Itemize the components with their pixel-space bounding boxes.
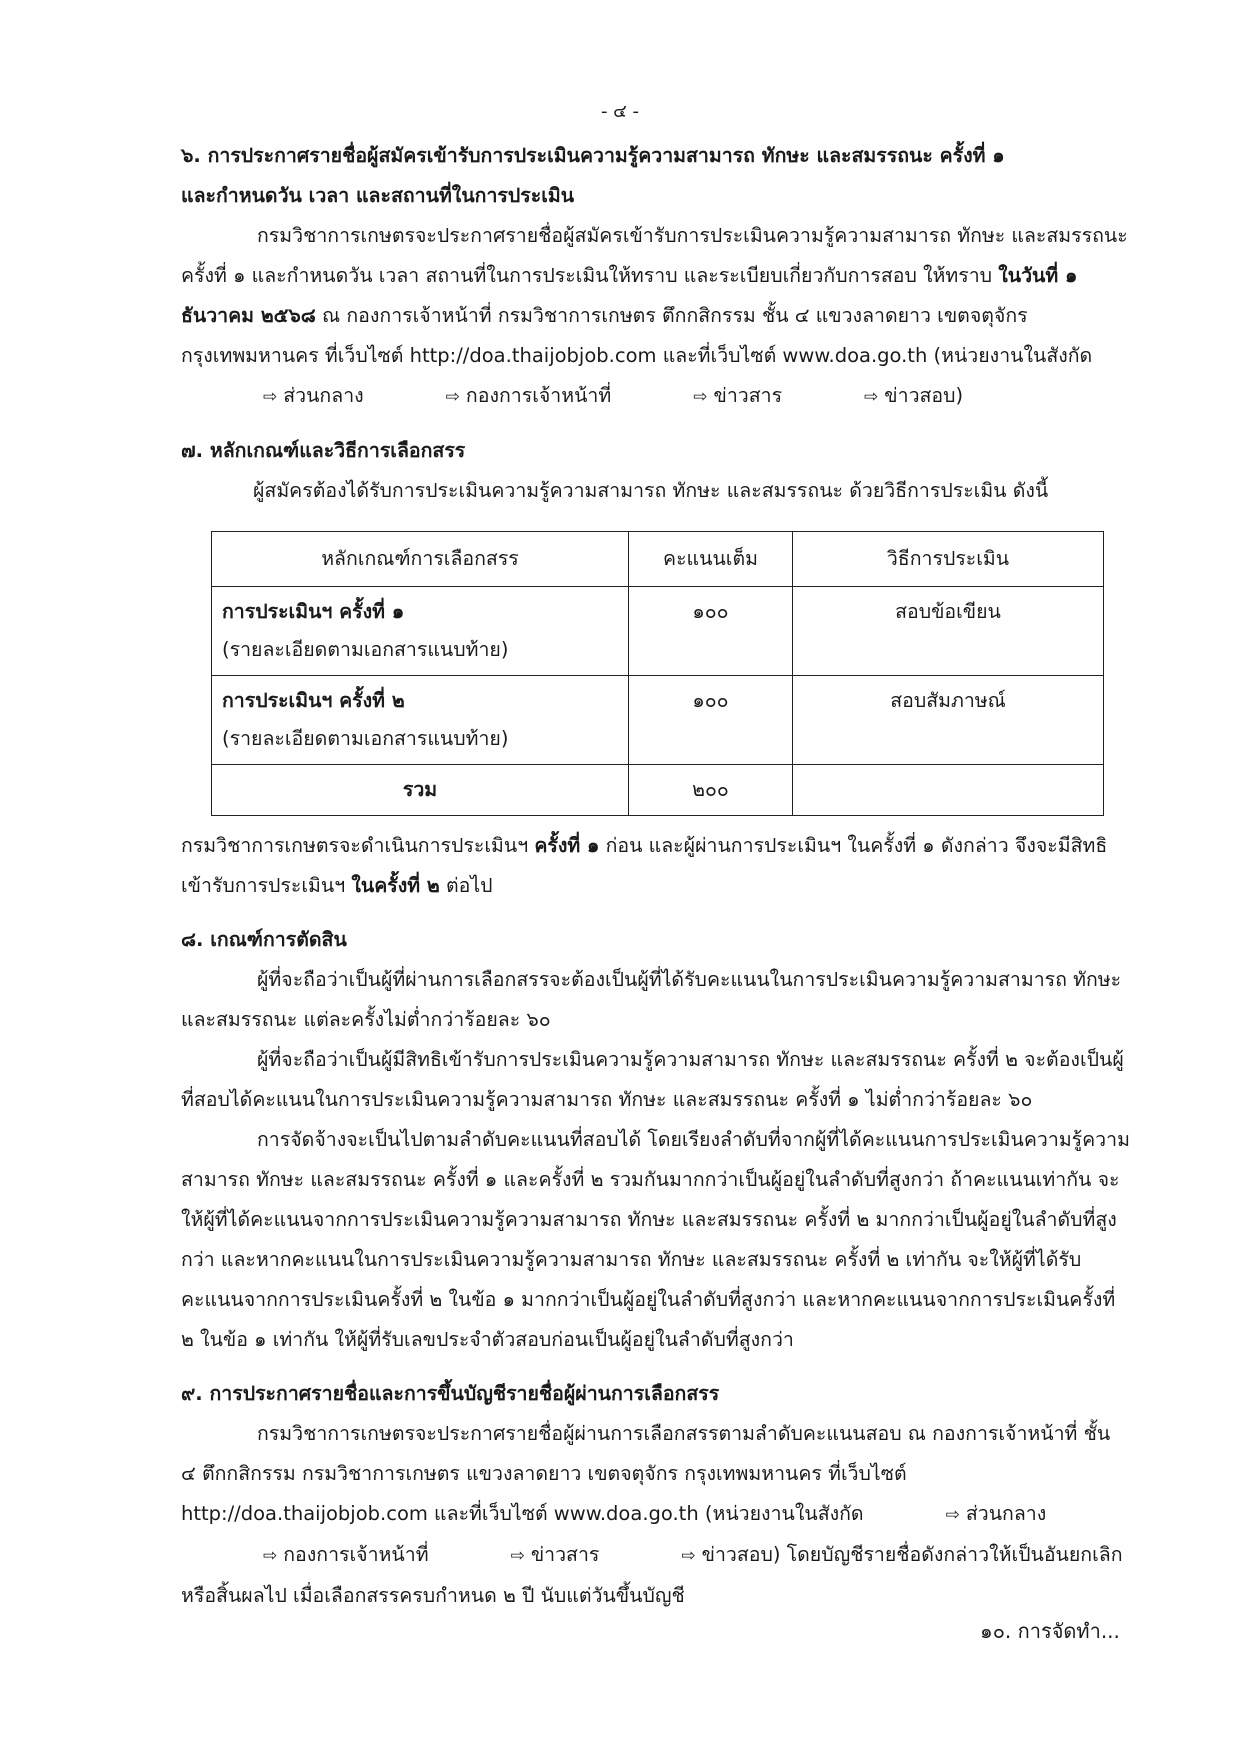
criteria-name: การประเมินฯ ครั้งที่ ๒	[222, 689, 405, 712]
arrow-right-icon: ⇨	[945, 1505, 960, 1525]
section-8-paragraph-3: การจัดจ้างจะเป็นไปตามลำดับคะแนนที่สอบได้ โดยเรียงลำดับที่จากผู้ที่ได้คะแนนการประเมินความรู้ความสามารถ ทักษะ และสมรรถนะ ครั้งที่ ๑ และครั้งที่ ๒ รวมกันมากกว่าเป็นผู้อยู่ในลำดับที่สูงกว่า ถ้าคะแนนเท่ากัน จะให้ผู้ที่ได้คะแนนจากการประเมินความรู้ความสามารถ ทักษะ และสมรรถนะ ครั้งที่ ๒ มากกว่าเป็นผู้อยู่ในลำดับที่สูงกว่า และหากคะแนนในการประเมินความรู้ความสามารถ ทักษะ และสมรรถนะ ครั้งที่ ๒ เท่ากัน จะให้ผู้ที่ได้รับคะแนนจากการประเมินครั้งที่ ๒ ในข้อ ๑ มากกว่าเป็นผู้อยู่ในลำดับที่สูงกว่า และหากคะแนนจากการประเมินครั้งที่ ๒ ในข้อ ๑ เท่ากัน ให้ผู้ที่รับเลขประจำตัวสอบก่อนเป็นผู้อยู่ในลำดับที่สูงกว่า	[181, 1128, 1130, 1351]
section-8-paragraph-2: ผู้ที่จะถือว่าเป็นผู้มีสิทธิเข้ารับการประเมินความรู้ความสามารถ ทักษะ และสมรรถนะ ครั้งที่ ๒ จะต้องเป็นผู้ที่สอบได้คะแนนในการประเมินความรู้ความสามารถ ทักษะ และสมรรถนะ ครั้งที่ ๑ ไม่ต่ำกว่าร้อยละ ๖๐	[181, 1048, 1124, 1111]
total-value: ๒๐๐	[629, 765, 793, 816]
table-header: วิธีการประเมิน	[793, 532, 1104, 587]
table-cell: ๑๐๐	[629, 676, 793, 765]
section-7-after	[181, 826, 1131, 906]
table-header-row	[212, 532, 1104, 587]
total-label: รวม	[212, 765, 629, 816]
table-cell	[212, 587, 629, 676]
section-9-nav-3: ข่าวสาร	[530, 1543, 600, 1566]
section-7-title: ๗. หลักเกณฑ์และวิธีการเลือกสรร	[181, 439, 466, 462]
section-7-after-c: ก่อน และผู้ผ่านการประเมินฯ ในครั้งที่ ๑ ดังกล่าว จึงจะมีสิทธิเข้ารับการประเมินฯ	[181, 834, 1108, 897]
section-6-paragraph	[181, 216, 1131, 417]
section-9-title: ๙. การประกาศรายชื่อและการขึ้นบัญชีรายชื่อผู้ผ่านการเลือกสรร	[181, 1382, 720, 1405]
section-8-title: ๘. เกณฑ์การตัดสิน	[181, 928, 347, 951]
arrow-right-icon: ⇨	[263, 387, 278, 407]
criteria-note: (รายละเอียดตามเอกสารแนบท้าย)	[222, 638, 509, 661]
arrow-right-icon: ⇨	[510, 1546, 525, 1566]
section-8-paragraph-1: ผู้ที่จะถือว่าเป็นผู้ที่ผ่านการเลือกสรรจะต้องเป็นผู้ที่ได้รับคะแนนในการประเมินความรู้ความสามารถ ทักษะ และสมรรถนะ แต่ละครั้งไม่ต่ำกว่าร้อยละ ๖๐	[181, 968, 1122, 1031]
section-7-after-bold-2: ในครั้งที่ ๒	[351, 874, 440, 897]
section-6-title-line2: และกำหนดวัน เวลา และสถานที่ในการประเมิน	[181, 184, 575, 207]
section-6-text-b: ณ กองการเจ้าหน้าที่ กรมวิชาการเกษตร ตึกกสิกรรม ชั้น ๔ แขวงลาดยาว เขตจตุจักร กรุงเทพมหานคร ที่เว็บไซต์ http://doa.thaijobjob.com และที่เว็บไซต์ www.doa.go.th (หน่วยงานในสังกัด	[181, 304, 1093, 367]
arrow-right-icon: ⇨	[864, 387, 879, 407]
section-6-text-a: กรมวิชาการเกษตรจะประกาศรายชื่อผู้สมัครเข้ารับการประเมินความรู้ความสามารถ ทักษะ และสมรรถนะ ครั้งที่ ๑ และกำหนดวัน เวลา สถานที่ในการประเมินให้ทราบ และระเบียบเกี่ยวกับการสอบ ให้ทราบ	[181, 224, 1128, 287]
criteria-note: (รายละเอียดตามเอกสารแนบท้าย)	[222, 727, 509, 750]
section-7	[181, 431, 1131, 906]
section-9-nav-1: ส่วนกลาง	[965, 1502, 1047, 1525]
section-6-title-line1: ๖. การประกาศรายชื่อผู้สมัครเข้ารับการประเมินความรู้ความสามารถ ทักษะ และสมรรถนะ ครั้งที่ ๑	[181, 144, 1005, 167]
table-cell: สอบข้อเขียน	[793, 587, 1104, 676]
section-7-after-a: กรมวิชาการเกษตรจะดำเนินการประเมินฯ	[181, 834, 535, 857]
section-9-text-a: กรมวิชาการเกษตรจะประกาศรายชื่อผู้ผ่านการเลือกสรรตามลำดับคะแนนสอบ ณ กองการเจ้าหน้าที่ ชั้น ๔ ตึกกสิกรรม กรมวิชาการเกษตร แขวงลาดยาว เขตจตุจักร กรุงเทพมหานคร ที่เว็บไซต์ http://doa.thaijobjob.com และที่เว็บไซต์ www.doa.go.th (หน่วยงานในสังกัด	[181, 1422, 1111, 1525]
section-6	[181, 136, 1131, 417]
section-7-after-bold-1: ครั้งที่ ๑	[534, 834, 600, 857]
section-6-nav-2: กองการเจ้าหน้าที่	[465, 384, 612, 407]
table-header: คะแนนเต็ม	[629, 532, 793, 587]
section-6-date: ในวันที่ ๑ ธันวาคม ๒๕๖๘	[181, 264, 1078, 327]
arrow-right-icon: ⇨	[693, 387, 708, 407]
document-body	[181, 136, 1131, 1616]
table-row	[212, 676, 1104, 765]
criteria-name: การประเมินฯ ครั้งที่ ๑	[222, 600, 405, 623]
table-total-row	[212, 765, 1104, 816]
table-cell: ๑๐๐	[629, 587, 793, 676]
table-cell: สอบสัมภาษณ์	[793, 676, 1104, 765]
criteria-table	[211, 531, 1104, 816]
arrow-right-icon: ⇨	[681, 1546, 696, 1566]
section-9-paragraph	[181, 1414, 1131, 1616]
section-9	[181, 1374, 1131, 1616]
section-9-nav-2: กองการเจ้าหน้าที่	[283, 1543, 429, 1566]
section-6-nav-3: ข่าวสาร	[713, 384, 783, 407]
section-6-nav-1: ส่วนกลาง	[283, 384, 364, 407]
section-7-after-d: ต่อไป	[439, 874, 493, 897]
next-page-marker: ๑๐. การจัดทำ...	[980, 1619, 1120, 1643]
arrow-right-icon: ⇨	[263, 1546, 278, 1566]
table-row	[212, 587, 1104, 676]
section-8	[181, 920, 1131, 1360]
arrow-right-icon: ⇨	[445, 387, 460, 407]
page-number: - ๔ -	[600, 101, 640, 122]
table-cell	[793, 765, 1104, 816]
section-9-text-b: ข่าวสอบ) โดยบัญชีรายชื่อดังกล่าวให้เป็นอันยกเลิกหรือสิ้นผลไป เมื่อเลือกสรรครบกำหนด ๒ ปี นับแต่วันขึ้นบัญชี	[181, 1543, 1123, 1607]
table-cell	[212, 676, 629, 765]
table-header: หลักเกณฑ์การเลือกสรร	[212, 532, 629, 587]
section-7-intro: ผู้สมัครต้องได้รับการประเมินความรู้ความสามารถ ทักษะ และสมรรถนะ ด้วยวิธีการประเมิน ดังนี้	[253, 479, 1049, 502]
section-6-nav-4: ข่าวสอบ)	[884, 384, 964, 407]
